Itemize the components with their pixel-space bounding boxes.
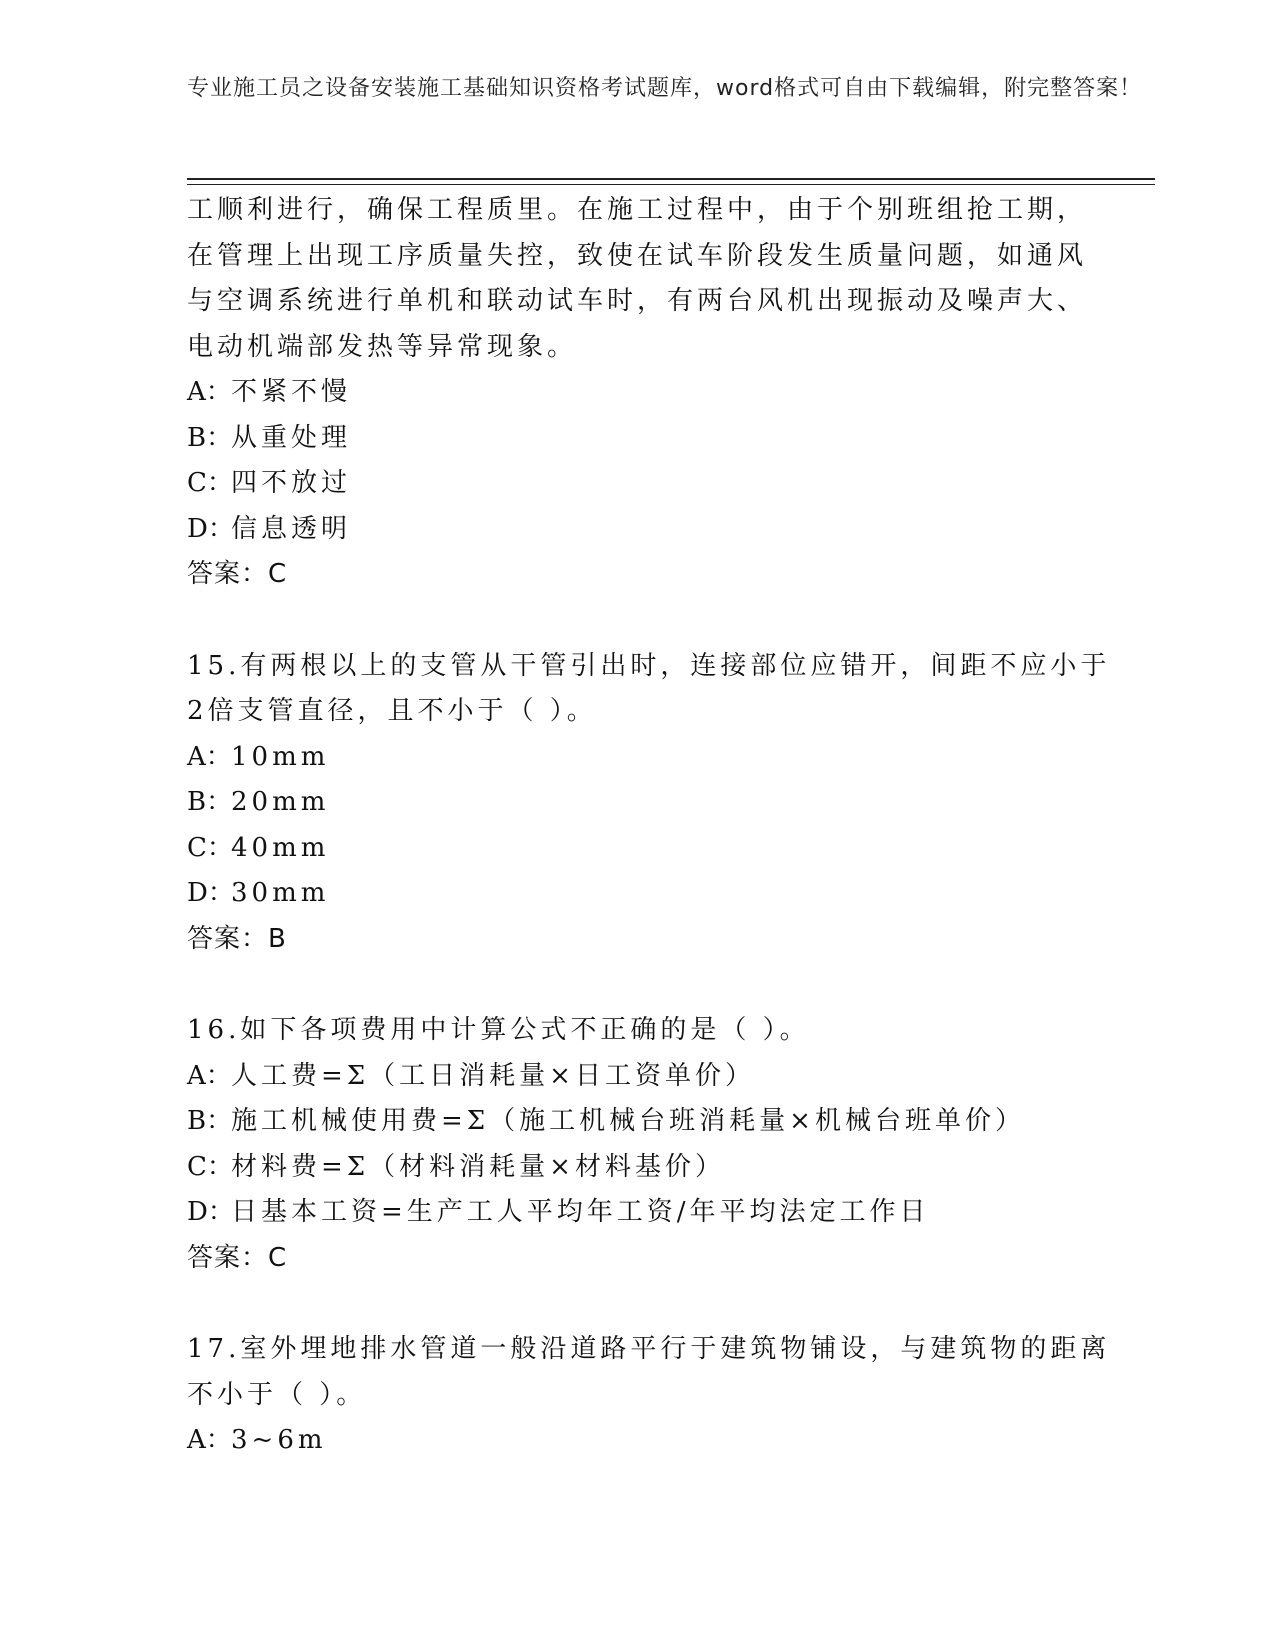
option-b — [187, 1099, 1087, 1145]
question-14 — [187, 188, 1087, 598]
question-17 — [187, 1327, 1111, 1464]
option-label: D： — [187, 1197, 234, 1227]
header-divider-top — [187, 178, 1155, 180]
option-a — [187, 370, 1087, 416]
option-text: 人工费=Σ（工日消耗量×日工资单价） — [231, 1060, 755, 1091]
option-text: 四不放过 — [231, 468, 352, 498]
question-text-line: 与空调系统进行单机和联动试车时，有两台风机出现振动及噪声大、 — [187, 286, 1088, 316]
spacer — [187, 1281, 1087, 1327]
option-c — [187, 1145, 1087, 1191]
option-d — [187, 507, 1087, 553]
option-text: 从重处理 — [231, 422, 352, 453]
option-text: 日基本工资=生产工人平均年工资/年平均法定工作日 — [231, 1197, 930, 1227]
option-label: B： — [187, 1106, 233, 1136]
option-label: C： — [187, 468, 233, 498]
option-label: C： — [187, 832, 233, 863]
option-text: 40mm — [231, 832, 330, 863]
option-label: A： — [187, 1060, 232, 1091]
option-c — [187, 826, 1087, 872]
question-text-line: 不小于（ ）。 — [187, 1379, 367, 1410]
option-text: 不紧不慢 — [231, 377, 352, 407]
answer: 答案：B — [187, 923, 287, 954]
option-label: A： — [187, 741, 232, 772]
option-label: B： — [187, 787, 233, 817]
answer: 答案：C — [187, 559, 288, 589]
header-divider-bottom — [187, 184, 1155, 185]
page-header: 专业施工员之设备安装施工基础知识资格考试题库，word格式可自由下载编辑，附完整答案！ — [187, 76, 1143, 101]
question-text-line: 在管理上出现工序质量失控，致使在试车阶段发生质量问题，如通风 — [187, 240, 1088, 271]
spacer — [187, 598, 1087, 644]
question-text-line: 15.有两根以上的支管从干管引出时，连接部位应错开，间距不应小于 — [187, 650, 1111, 681]
option-b — [187, 416, 1087, 462]
option-a — [187, 1418, 1087, 1464]
option-label: D： — [187, 513, 234, 544]
question-text-line: 电动机端部发热等异常现象。 — [187, 331, 578, 362]
question-text-line: 17.室外埋地排水管道一般沿道路平行于建筑物铺设，与建筑物的距离 — [187, 1334, 1111, 1364]
option-text: 材料费=Σ（材料消耗量×材料基价） — [231, 1151, 725, 1182]
question-16 — [187, 1008, 1087, 1281]
option-text: 20mm — [231, 787, 330, 817]
option-text: 3~6m — [231, 1425, 327, 1455]
option-label: D： — [187, 878, 234, 908]
option-a — [187, 735, 1087, 781]
question-15 — [187, 644, 1111, 963]
option-text: 10mm — [231, 741, 330, 772]
option-label: A： — [187, 377, 232, 407]
document-body — [187, 188, 1111, 1464]
option-c — [187, 461, 1087, 507]
answer: 答案：C — [187, 1242, 288, 1273]
question-text-line: 16.如下各项费用中计算公式不正确的是（ ）。 — [187, 1015, 810, 1045]
option-a — [187, 1054, 1087, 1100]
option-b — [187, 780, 1087, 826]
question-text-line: 工顺利进行，确保工程质里。在施工过程中，由于个别班组抢工期， — [187, 195, 1088, 225]
question-text-line: 2倍支管直径，且不小于（ ）。 — [187, 696, 597, 726]
option-d — [187, 871, 1087, 917]
option-label: B： — [187, 422, 233, 453]
option-text: 30mm — [231, 878, 330, 908]
option-label: A： — [187, 1425, 232, 1455]
option-d — [187, 1190, 1087, 1236]
option-text: 施工机械使用费=Σ（施工机械台班消耗量×机械台班单价） — [231, 1106, 1025, 1136]
option-label: C： — [187, 1151, 233, 1182]
option-text: 信息透明 — [231, 513, 352, 544]
spacer — [187, 962, 1087, 1008]
